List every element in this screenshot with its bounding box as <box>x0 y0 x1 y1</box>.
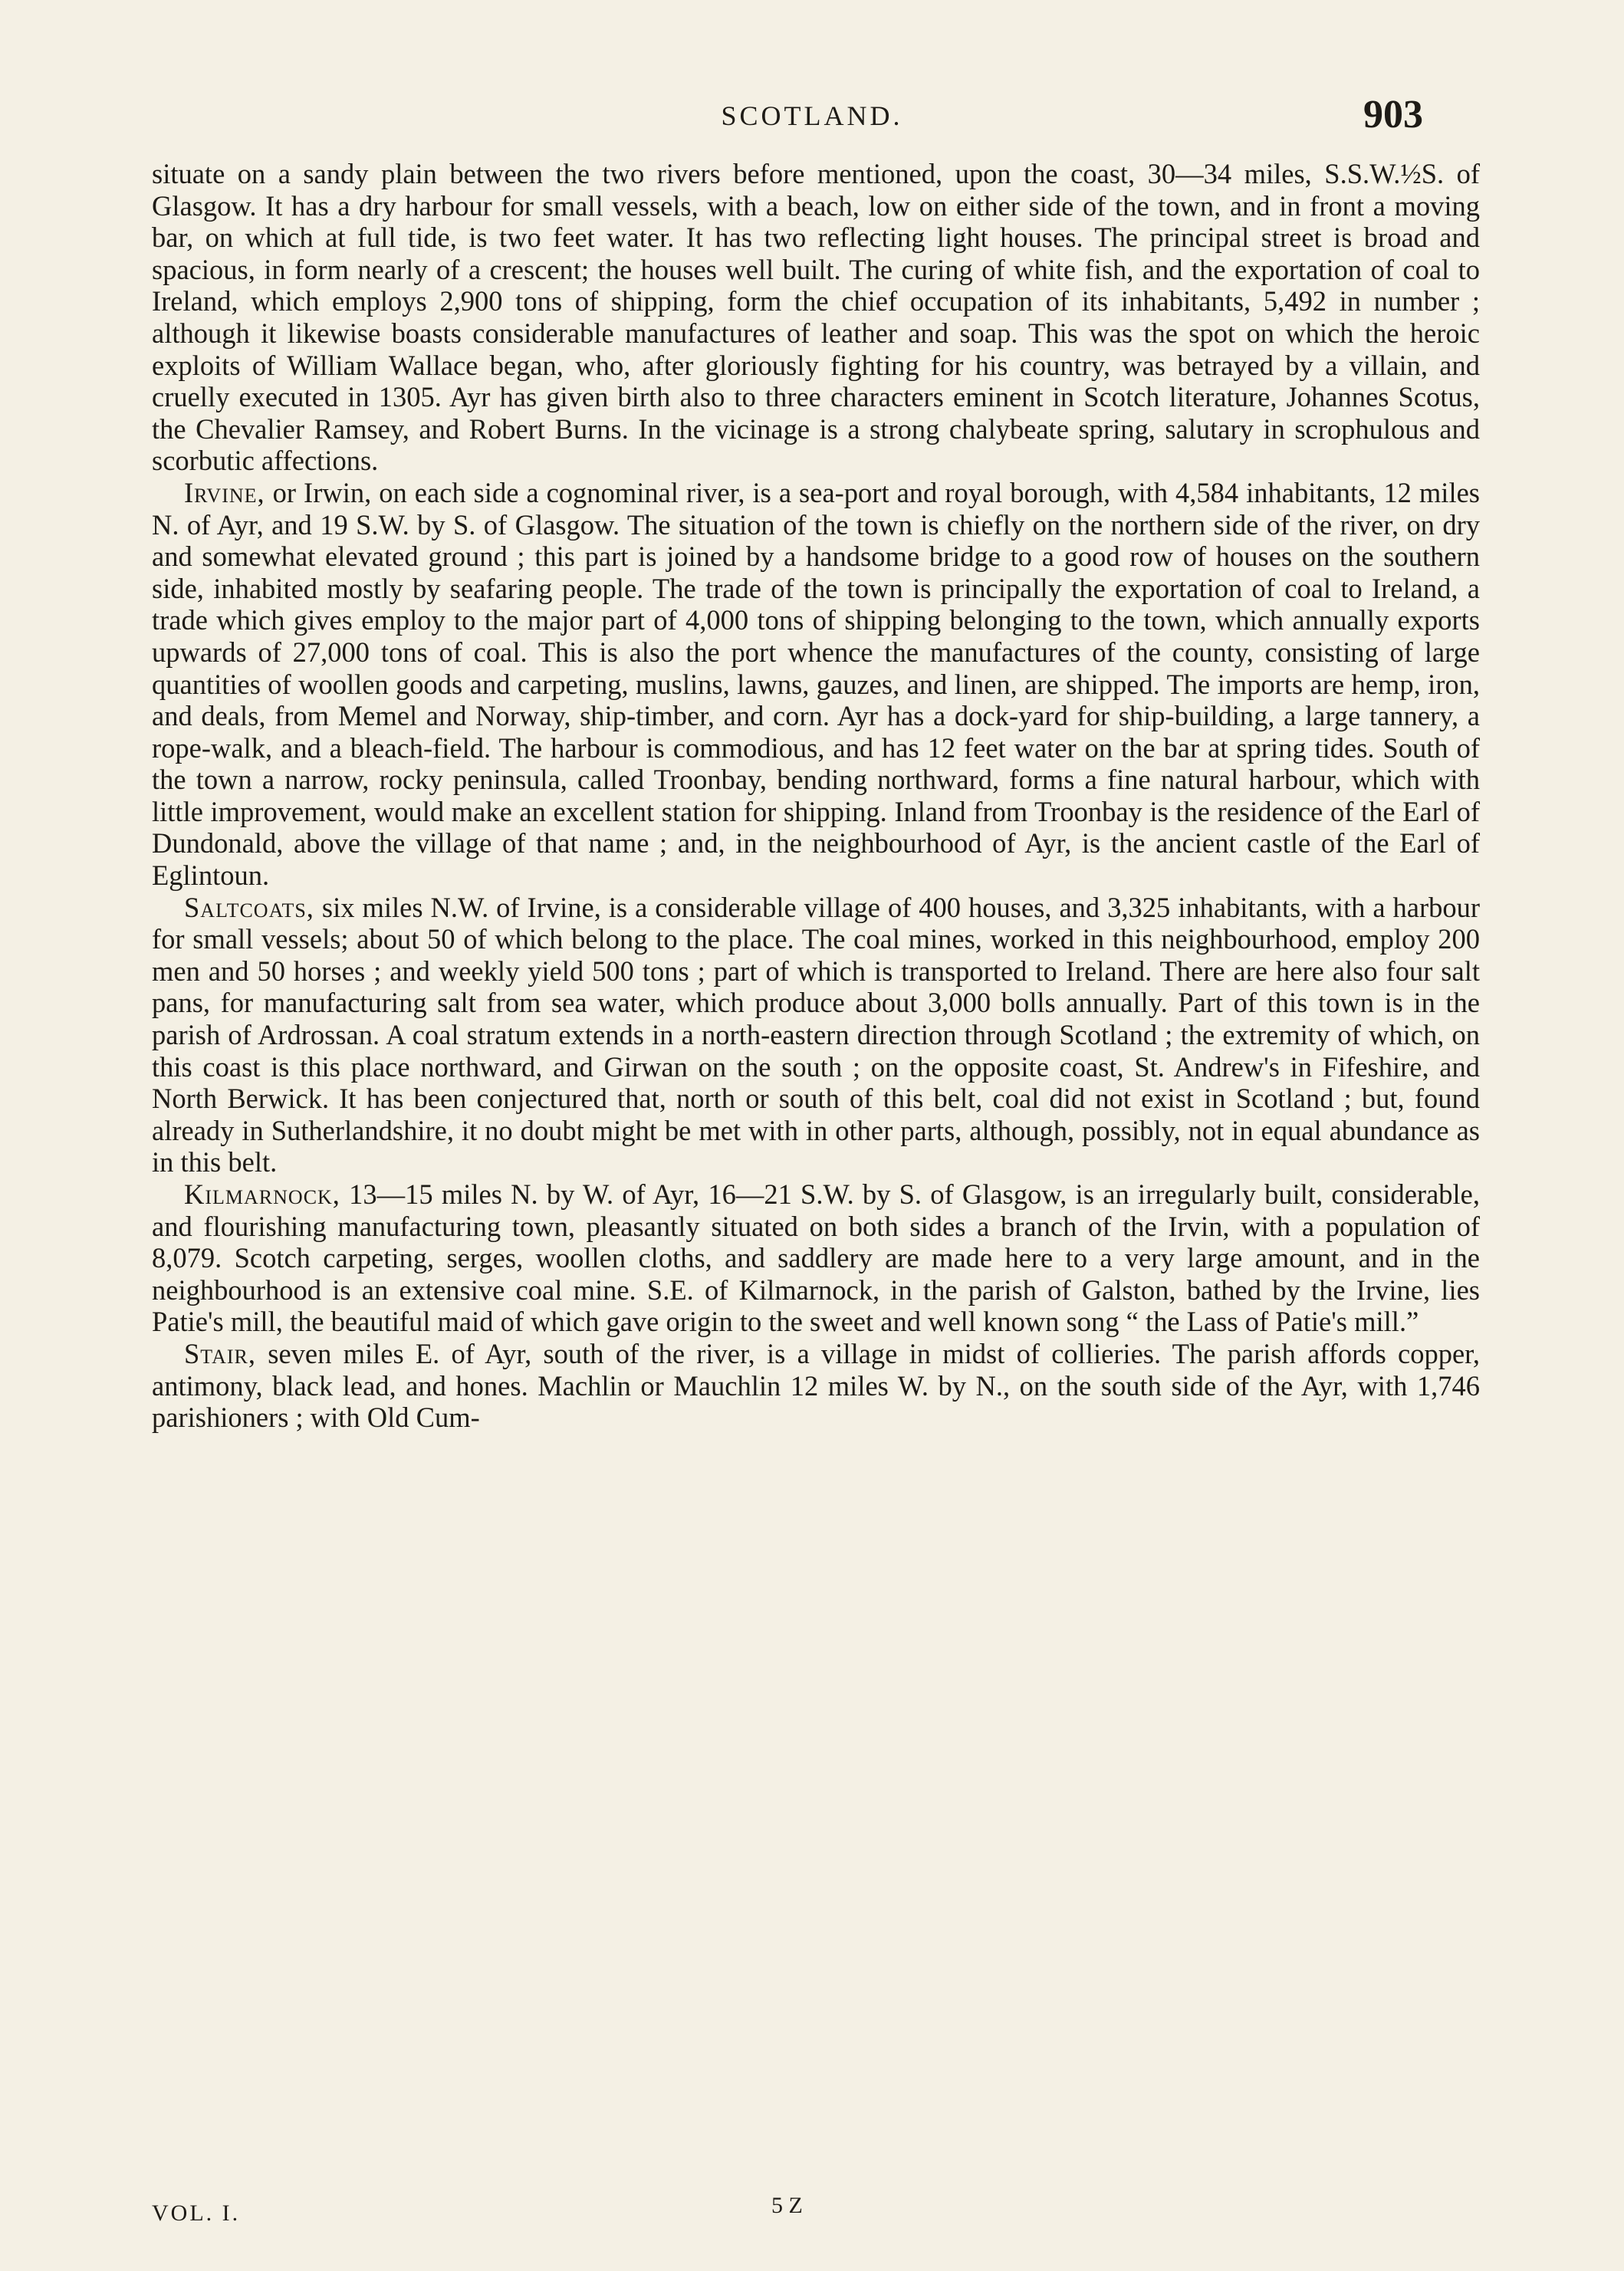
paragraph-text: 13—15 miles N. by W. of Ayr, 16—21 S.W. by S. of Glasgow, is an irregularly built, considerable, and flourishing manufacturing town, pleasantly situated on both sides a branch of the Irvin, with a population of 8,079. Scotch carpeting, serges, woollen cloths, and saddlery are made here to a very large amount, and in the neighbourhood is an extensive coal mine. S.E. of Kilmarnock, in the parish of Galston, bathed by the Irvine, lies Patie's mill, the beautiful maid of which gave origin to the sweet and well known song “ the Lass of Patie's mill.” <box>152 1178 1480 1338</box>
signature-mark: 5 Z <box>771 2193 803 2218</box>
paragraph-heading: Irvine, <box>184 476 265 508</box>
paragraph-heading: Stair, <box>184 1337 257 1369</box>
paragraph-text: six miles N.W. of Irvine, is a considerable village of 400 houses, and 3,325 inhabitants, with a harbour for small vessels; about 50 of which belong to the place. The coal mines, worked in this neighbourhood, employ 200 men and 50 horses ; and weekly yield 500 tons ; part of which is transported to Ireland. There are here also four salt pans, for manufacturing salt from sea water, which produce about 3,000 bolls annually. Part of this town is in the parish of Ardrossan. A coal stratum extends in a north-eastern direction through Scotland ; the extremity of which, on this coast is this place northward, and Girwan on the south ; on the opposite coast, St. Andrew's in Fifeshire, and North Berwick. It has been conjectured that, north or south of this belt, coal did not exist in Scotland ; but, found already in Sutherlandshire, it no doubt might be met with in other parts, although, possibly, not in equal abundance as in this belt. <box>152 891 1480 1178</box>
body-text <box>152 158 1480 1434</box>
paragraph-kilmarnock <box>152 1178 1480 1338</box>
page-number: 903 <box>1363 93 1423 136</box>
paragraph-text: seven miles E. of Ayr, south of the river, is a village in midst of collieries. The parish affords copper, antimony, black lead, and hones. Machlin or Mauchlin 12 miles W. by N., on the south side of the Ayr, with 1,746 parishioners ; with Old Cum- <box>152 1337 1480 1434</box>
page-footer <box>152 2193 1480 2231</box>
paragraph-irvine <box>152 477 1480 892</box>
paragraph-heading: Saltcoats, <box>184 891 314 923</box>
volume-mark: VOL. I. <box>152 2200 241 2226</box>
paragraph-ayr <box>152 158 1480 477</box>
paragraph-text: situate on a sandy plain between the two rivers before mentioned, upon the coast, 30—34 miles, S.S.W.½S. of Glasgow. It has a dry harbour for small vessels, with a beach, low on either side of the town, and in front a moving bar, on which at full tide, is two feet water. It has two reflecting light houses. The principal street is broad and spacious, in form nearly of a crescent; the houses well built. The curing of white fish, and the exportation of coal to Ireland, which employs 2,900 tons of shipping, form the chief occupation of its inhabitants, 5,492 in number ; although it likewise boasts considerable manufactures of leather and soap. This was the spot on which the heroic exploits of William Wallace began, who, after gloriously fighting for his country, was betrayed by a villain, and cruelly executed in 1305. Ayr has given birth also to three characters eminent in Scotch literature, Johannes Scotus, the Chevalier Ramsey, and Robert Burns. In the vicinage is a strong chalybeate spring, salutary in scrophulous and scorbutic affections. <box>152 158 1480 477</box>
paragraph-text: or Irwin, on each side a cognominal river, is a sea-port and royal borough, with 4,584 inhabitants, 12 miles N. of Ayr, and 19 S.W. by S. of Glasgow. The situation of the town is chiefly on the northern side of the river, on dry and somewhat elevated ground ; this part is joined by a handsome bridge to a good row of houses on the southern side, inhabited mostly by seafaring people. The trade of the town is principally the exportation of coal to Ireland, a trade which gives employ to the major part of 4,000 tons of shipping belonging to the town, which annually exports upwards of 27,000 tons of coal. This is also the port whence the manufactures of the county, consisting of large quantities of woollen goods and carpeting, muslins, lawns, gauzes, and linen, are shipped. The imports are hemp, iron, and deals, from Memel and Norway, ship-timber, and corn. Ayr has a dock-yard for ship-building, a large tannery, a rope-walk, and a bleach-field. The harbour is commodious, and has 12 feet water on the bar at spring tides. South of the town a narrow, rocky peninsula, called Troonbay, bending northward, forms a fine natural harbour, which with little improvement, would make an excellent station for shipping. Inland from Troonbay is the residence of the Earl of Dundonald, above the village of that name ; and, in the neighbourhood of Ayr, is the ancient castle of the Earl of Eglintoun. <box>152 476 1480 892</box>
paragraph-saltcoats <box>152 892 1480 1178</box>
running-title: SCOTLAND. <box>721 100 903 131</box>
running-head <box>0 90 1624 136</box>
paragraph-stair <box>152 1338 1480 1434</box>
paragraph-heading: Kilmarnock, <box>184 1178 340 1210</box>
